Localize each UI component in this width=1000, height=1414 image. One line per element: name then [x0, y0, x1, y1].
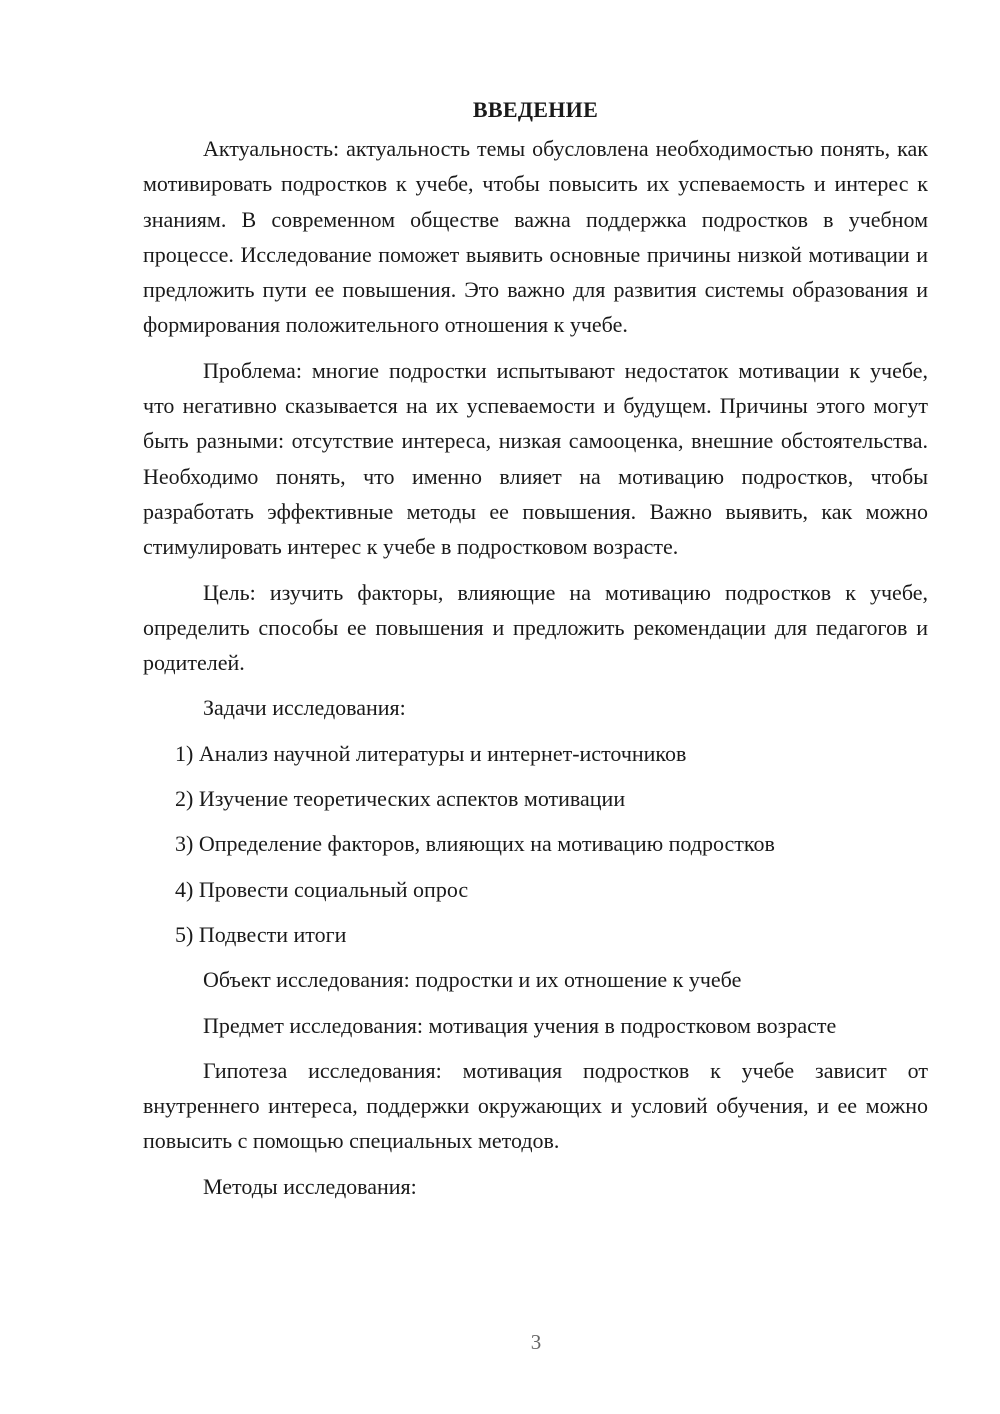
list-item: 5) Подвести итоги — [175, 921, 347, 947]
section-title: ВВЕДЕНИЕ — [472, 97, 599, 122]
page-number: 3 — [530, 1330, 542, 1354]
goal-paragraph: Цель: изучить факторы, влияющие на мотивацию подростков к учебе, определить способы ее повышения и предложить рекомендации для педагогов и родителей. — [143, 579, 928, 676]
page-content — [143, 92, 928, 1214]
tasks-heading: Задачи исследования: — [203, 695, 406, 721]
list-item: 1) Анализ научной литературы и интернет-источников — [175, 740, 687, 766]
list-item: 3) Определение факторов, влияющих на мотивацию подростков — [175, 831, 775, 857]
hypothesis-paragraph: Гипотеза исследования: мотивация подростков к учебе зависит от внутреннего интереса, поддержки окружающих и условий обучения, и ее можно повысить с помощью специальных методов. — [143, 1057, 928, 1154]
object-line: Объект исследования: подростки и их отношение к учебе — [203, 967, 742, 993]
methods-heading: Методы исследования: — [203, 1173, 417, 1199]
relevance-paragraph: Актуальность: актуальность темы обусловлена необходимостью понять, как мотивировать подростков к учебе, чтобы повысить их успеваемость и интерес к знаниям. В современном обществе важна поддержка подростков в учебном процессе. Исследование поможет выявить основные причины низкой мотивации и предложить пути ее повышения. Это важно для развития системы образования и формирования положительного отношения к учебе. — [143, 136, 928, 338]
problem-paragraph: Проблема: многие подростки испытывают недостаток мотивации к учебе, что негативно сказывается на их успеваемости и будущем. Причины этого могут быть разными: отсутствие интереса, низкая самооценка, внешние обстоятельства. Необходимо понять, что именно влияет на мотивацию подростков, чтобы разработать эффективные методы ее повышения. Важно выявить, как можно стимулировать интерес к учебе в подростковом возрасте. — [143, 357, 928, 560]
tasks-list — [143, 736, 928, 952]
list-item: 2) Изучение теоретических аспектов мотивации — [175, 786, 626, 812]
list-item: 4) Провести социальный опрос — [175, 876, 469, 902]
subject-line: Предмет исследования: мотивация учения в подростковом возрасте — [203, 1012, 837, 1038]
